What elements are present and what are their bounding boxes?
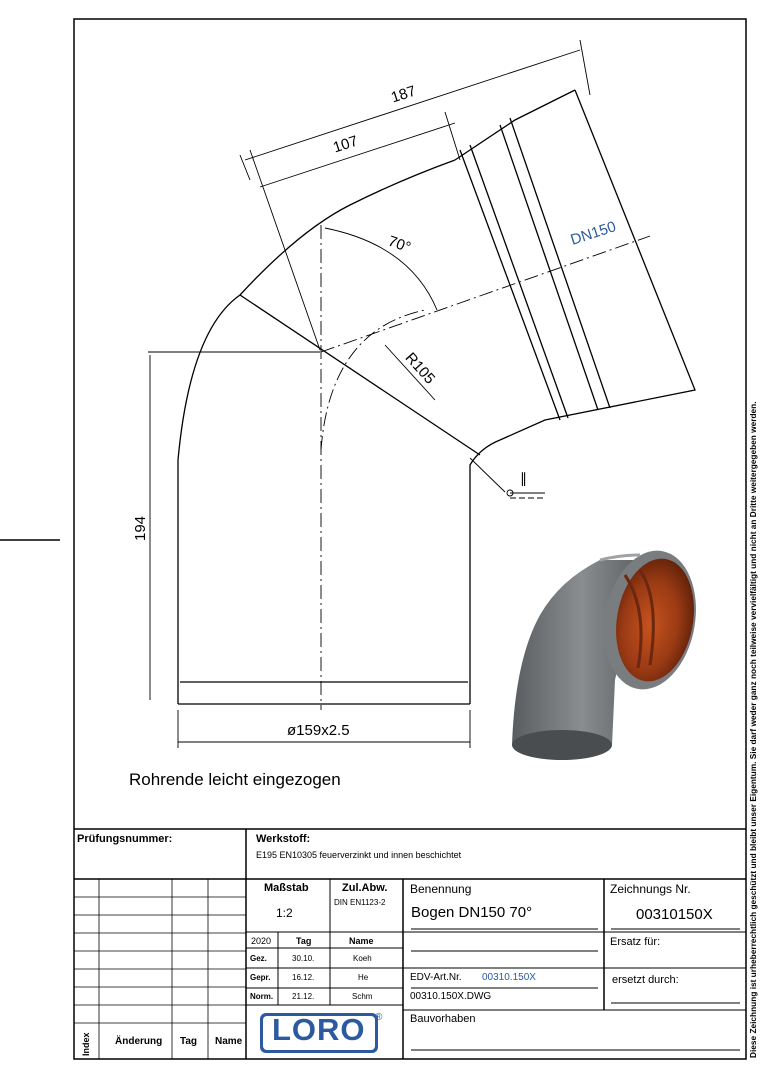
diameter-label: ø159x2.5 <box>287 722 350 739</box>
pipe-3d-render <box>512 543 706 760</box>
tag-label: Tag <box>180 1036 198 1047</box>
row-tag-norm: 21.12. <box>292 992 315 1001</box>
benennung-value: Bogen DN150 70° <box>411 904 533 921</box>
angle-label: 70° <box>385 232 413 257</box>
sheet-frame <box>74 19 746 1059</box>
row-label-gepr: Gepr. <box>250 973 271 982</box>
zeichnungsnr-value: 00310150X <box>636 906 713 923</box>
dim-187: 187 <box>388 82 419 107</box>
werkstoff-value: E195 EN10305 feuerverzinkt und innen beschichtet <box>256 850 462 860</box>
zulabw-label: Zul.Abw. <box>342 882 388 894</box>
edv-label: EDV-Art.Nr. <box>410 972 462 983</box>
dwg-value: 00310.150X.DWG <box>410 991 492 1002</box>
parallel-symbol: ∥ <box>520 470 527 486</box>
bauvorhaben-label: Bauvorhaben <box>410 1013 476 1025</box>
aenderung-label: Änderung <box>115 1036 163 1047</box>
massstab-label: Maßstab <box>264 882 309 894</box>
benennung-label: Benennung <box>410 882 472 896</box>
dn-label: DN150 <box>568 218 619 249</box>
ersatz-label: Ersatz für: <box>610 936 661 948</box>
row-tag-gepr: 16.12. <box>292 973 315 982</box>
dimension-lines <box>148 40 590 748</box>
copyright-note: Diese Zeichnung ist urheberrechtlich geschützt und bleibt unser Eigentum. Sie darf weder ganz noch teilweise vervielfältigt und nicht an Dritte weitergegeben werden. <box>748 401 758 1058</box>
tag-header: Tag <box>296 936 312 946</box>
index-label: Index <box>81 1032 91 1056</box>
werkstoff-label: Werkstoff: <box>256 833 311 845</box>
zulabw-value: DIN EN1123-2 <box>334 898 386 907</box>
year-cell: 2020 <box>251 936 272 946</box>
registered-mark: ® <box>375 1012 383 1023</box>
row-label-gez: Gez. <box>250 954 267 963</box>
row-name-norm: Schm <box>352 992 373 1001</box>
loro-logo-text: LORO <box>272 1012 366 1047</box>
name-header: Name <box>349 936 374 946</box>
pruefungsnummer-label: Prüfungsnummer: <box>77 833 173 845</box>
zeichnungsnr-label: Zeichnungs Nr. <box>610 882 691 896</box>
massstab-value: 1:2 <box>276 906 293 920</box>
row-label-norm: Norm. <box>250 992 274 1001</box>
height-label: 194 <box>132 515 150 542</box>
row-tag-gez: 30.10. <box>292 954 315 963</box>
dim-107: 107 <box>330 132 361 157</box>
name-label: Name <box>215 1036 243 1047</box>
row-name-gepr: He <box>358 973 369 982</box>
radius-label: R105 <box>401 349 439 388</box>
row-name-gez: Koeh <box>353 954 372 963</box>
edv-value: 00310.150X <box>482 972 536 983</box>
ersetzt-label: ersetzt durch: <box>612 974 679 986</box>
note-text: Rohrende leicht eingezogen <box>129 770 341 789</box>
